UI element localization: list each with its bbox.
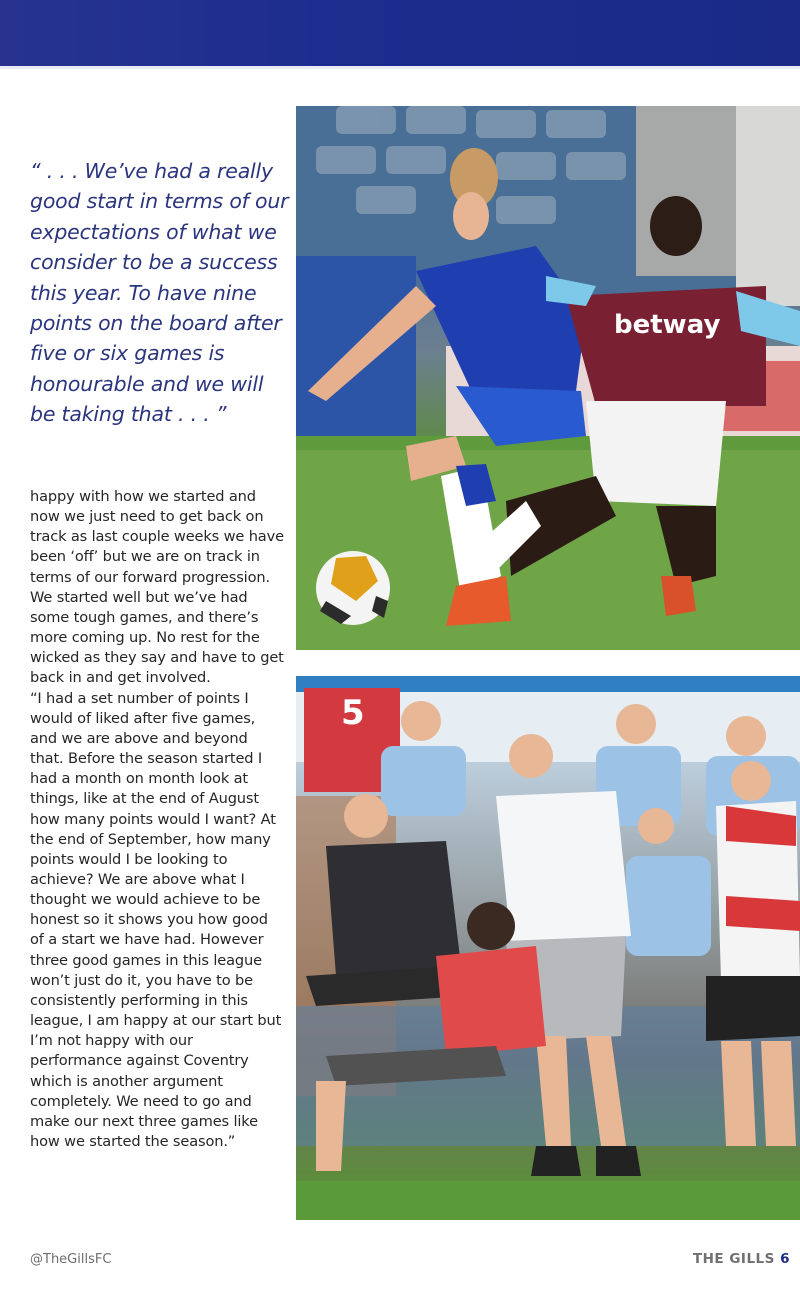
- match-action-illustration: [296, 106, 800, 650]
- pull-quote-text: “ . . . We’ve had a really good start in terms of our expectations of what we consider to be a success this year. To have nine points on the board after five or six games is honourable and we will be taking that . . . ”: [30, 159, 289, 427]
- article-paragraph: “I had a set number of points I would of liked after five games, and we are above and beyond that. Before the season started I had a month on month look at things, like at the end of August how many points would I want? At the end of September, how many points would I be looking to achieve? We are above what I thought we would achieve to be honest so it shows you how good of a start we have had. However three good games in this league won’t just do it, you have to be consistently performing in this league, I am happy at our start but I’m not happy with our performance against Coventry which is another argument completely. We need to go and make our next three games like how we started the season.”: [30, 689, 282, 1150]
- dugout-photo: [296, 676, 800, 1220]
- social-handle: @TheGillsFC: [30, 1252, 112, 1267]
- page-footer: [693, 1251, 790, 1267]
- match-action-photo: [296, 106, 800, 650]
- article-body: [30, 487, 285, 1152]
- header-bar: [0, 0, 800, 66]
- publication-name: THE GILLS: [692, 1251, 775, 1267]
- sponsor-logo-text: betway: [614, 310, 721, 340]
- dugout-illustration: [296, 676, 800, 1220]
- article-paragraph: happy with how we started and now we just need to get back on track as last couple weeks we have been ‘off’ but we are on track in terms of our forward progression. We started well but we’ve had some tough games, and there’s more coming up. No rest for the wicked as they say and have to get back in and get involved.: [30, 488, 284, 687]
- page-number: 6: [780, 1251, 790, 1267]
- header-divider: [0, 66, 800, 69]
- banner-number: 5: [341, 693, 365, 733]
- pull-quote: [30, 156, 290, 430]
